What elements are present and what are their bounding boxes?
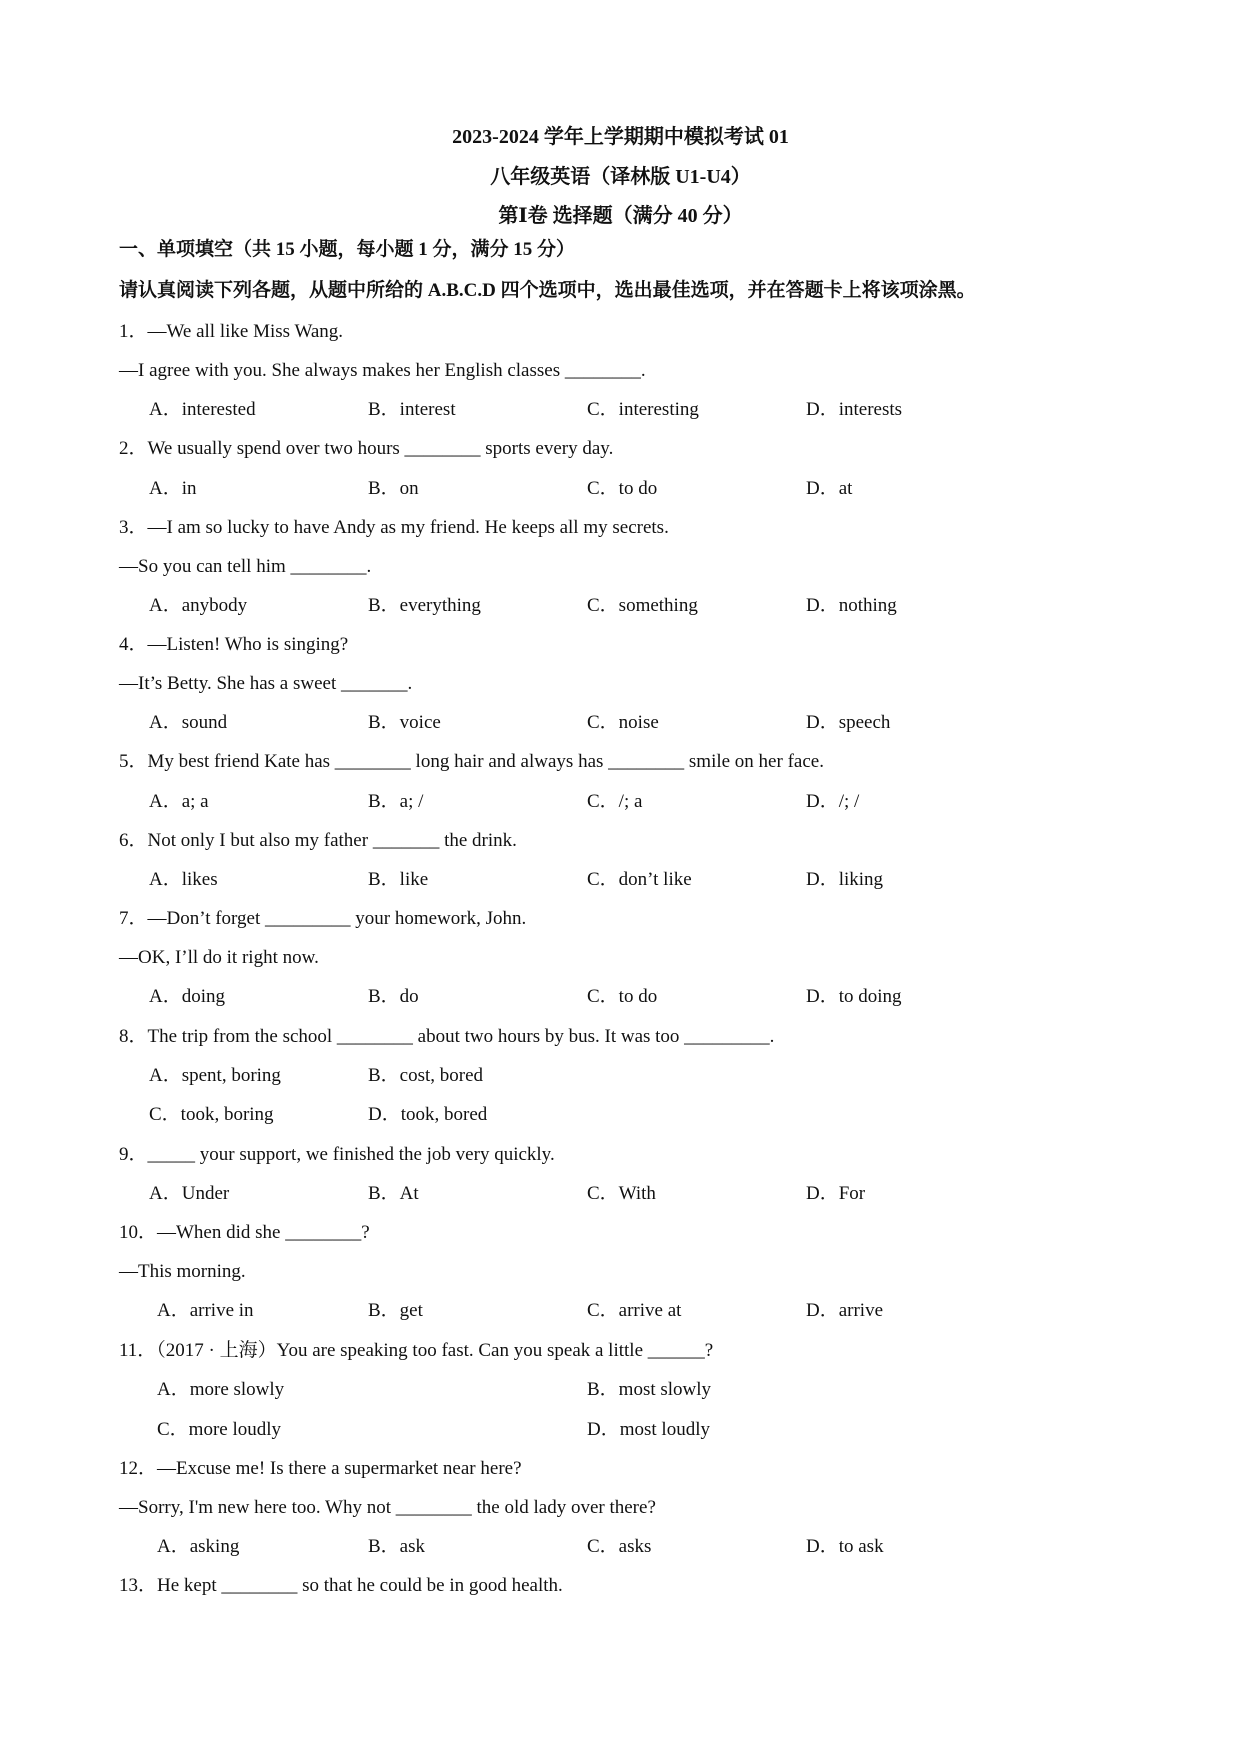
question-9-option-c[interactable]: C．With <box>587 1183 656 1204</box>
question-7-option-a[interactable]: A．doing <box>149 986 226 1007</box>
question-7-option-d[interactable]: D．to doing <box>806 986 902 1007</box>
question-9-option-d[interactable]: D．For <box>806 1183 866 1204</box>
question-6-stem: 6．Not only I but also my father _______ the drink. <box>119 830 517 851</box>
question-5-stem: 5．My best friend Kate has ________ long hair and always has ________ smile on her face. <box>119 751 824 772</box>
question-6-option-a[interactable]: A．likes <box>149 869 218 890</box>
question-4-line-2: —It’s Betty. She has a sweet _______. <box>119 673 413 694</box>
exam-subtitle: 八年级英语（译林版 U1-U4） <box>490 166 751 188</box>
question-9-stem: 9．_____ your support, we finished the job very quickly. <box>119 1144 555 1165</box>
question-3-option-b[interactable]: B．everything <box>368 595 481 616</box>
question-4-option-c[interactable]: C．noise <box>587 712 659 733</box>
exam-title: 2023-2024 学年上学期期中模拟考试 01 <box>452 126 789 148</box>
question-12-line-2: —Sorry, I'm new here too. Why not ________ the old lady over there? <box>119 1497 656 1518</box>
question-10-option-a[interactable]: A．arrive in <box>157 1300 254 1321</box>
question-2-option-b[interactable]: B．on <box>368 478 419 499</box>
question-3-option-a[interactable]: A．anybody <box>149 595 248 616</box>
question-10-line-2: —This morning. <box>119 1261 246 1282</box>
question-11-option-c[interactable]: C．more loudly <box>157 1419 282 1440</box>
question-4-option-d[interactable]: D．speech <box>806 712 891 733</box>
question-5-option-d[interactable]: D．/; / <box>806 791 860 812</box>
question-12-option-a[interactable]: A．asking <box>157 1536 240 1557</box>
question-8-option-b[interactable]: B．cost, bored <box>368 1065 484 1086</box>
question-2-option-a[interactable]: A．in <box>149 478 197 499</box>
question-1-option-b[interactable]: B．interest <box>368 399 456 420</box>
question-1-line-2: —I agree with you. She always makes her English classes ________. <box>119 360 646 381</box>
question-3-option-d[interactable]: D．nothing <box>806 595 897 616</box>
question-3-stem: 3．—I am so lucky to have Andy as my friend. He keeps all my secrets. <box>119 517 669 538</box>
question-6-option-d[interactable]: D．liking <box>806 869 884 890</box>
volume-title: 第Ⅰ卷 选择题（满分 40 分） <box>498 205 743 227</box>
question-1-option-a[interactable]: A．interested <box>149 399 256 420</box>
question-7-option-c[interactable]: C．to do <box>587 986 658 1007</box>
question-11-option-d[interactable]: D．most loudly <box>587 1419 710 1440</box>
question-1-option-c[interactable]: C．interesting <box>587 399 699 420</box>
question-4-option-a[interactable]: A．sound <box>149 712 228 733</box>
question-4-option-b[interactable]: B．voice <box>368 712 441 733</box>
question-10-option-b[interactable]: B．get <box>368 1300 423 1321</box>
section-instruction: 请认真阅读下列各题，从题中所给的 A.B.C.D 四个选项中，选出最佳选项，并在答题卡上将该项涂黑。 <box>119 280 976 301</box>
question-2-option-d[interactable]: D．at <box>806 478 853 499</box>
question-13-stem: 13．He kept ________ so that he could be in good health. <box>119 1575 563 1596</box>
question-3-line-2: —So you can tell him ________. <box>119 556 372 577</box>
question-7-line-2: —OK, I’ll do it right now. <box>119 947 319 968</box>
question-10-option-c[interactable]: C．arrive at <box>587 1300 682 1321</box>
question-4-stem: 4．—Listen! Who is singing? <box>119 634 349 655</box>
question-5-option-c[interactable]: C．/; a <box>587 791 643 812</box>
question-12-option-c[interactable]: C．asks <box>587 1536 652 1557</box>
question-8-option-a[interactable]: A．spent, boring <box>149 1065 281 1086</box>
question-8-option-d[interactable]: D．took, bored <box>368 1104 488 1125</box>
question-9-option-a[interactable]: A．Under <box>149 1183 230 1204</box>
question-10-option-d[interactable]: D．arrive <box>806 1300 884 1321</box>
question-6-option-b[interactable]: B．like <box>368 869 429 890</box>
question-7-stem: 7．—Don’t forget _________ your homework, John. <box>119 908 527 929</box>
question-1-option-d[interactable]: D．interests <box>806 399 903 420</box>
question-2-option-c[interactable]: C．to do <box>587 478 658 499</box>
question-3-option-c[interactable]: C．something <box>587 595 698 616</box>
question-11-stem: 11．（2017 · 上海）You are speaking too fast. Can you speak a little ______? <box>119 1340 714 1361</box>
question-10-stem: 10．—When did she ________? <box>119 1222 370 1243</box>
question-12-option-d[interactable]: D．to ask <box>806 1536 884 1557</box>
question-5-option-b[interactable]: B．a; / <box>368 791 424 812</box>
question-12-option-b[interactable]: B．ask <box>368 1536 426 1557</box>
question-7-option-b[interactable]: B．do <box>368 986 419 1007</box>
section-heading: 一、单项填空（共 15 小题，每小题 1 分，满分 15 分） <box>119 239 576 260</box>
question-11-option-b[interactable]: B．most slowly <box>587 1379 712 1400</box>
question-9-option-b[interactable]: B．At <box>368 1183 419 1204</box>
question-5-option-a[interactable]: A．a; a <box>149 791 209 812</box>
question-8-option-c[interactable]: C．took, boring <box>149 1104 274 1125</box>
question-6-option-c[interactable]: C．don’t like <box>587 869 692 890</box>
question-12-stem: 12．—Excuse me! Is there a supermarket near here? <box>119 1458 522 1479</box>
question-2-stem: 2．We usually spend over two hours ________ sports every day. <box>119 438 614 459</box>
question-8-stem: 8．The trip from the school ________ about two hours by bus. It was too _________. <box>119 1026 775 1047</box>
question-1-stem: 1．—We all like Miss Wang. <box>119 321 344 342</box>
question-11-option-a[interactable]: A．more slowly <box>157 1379 285 1400</box>
